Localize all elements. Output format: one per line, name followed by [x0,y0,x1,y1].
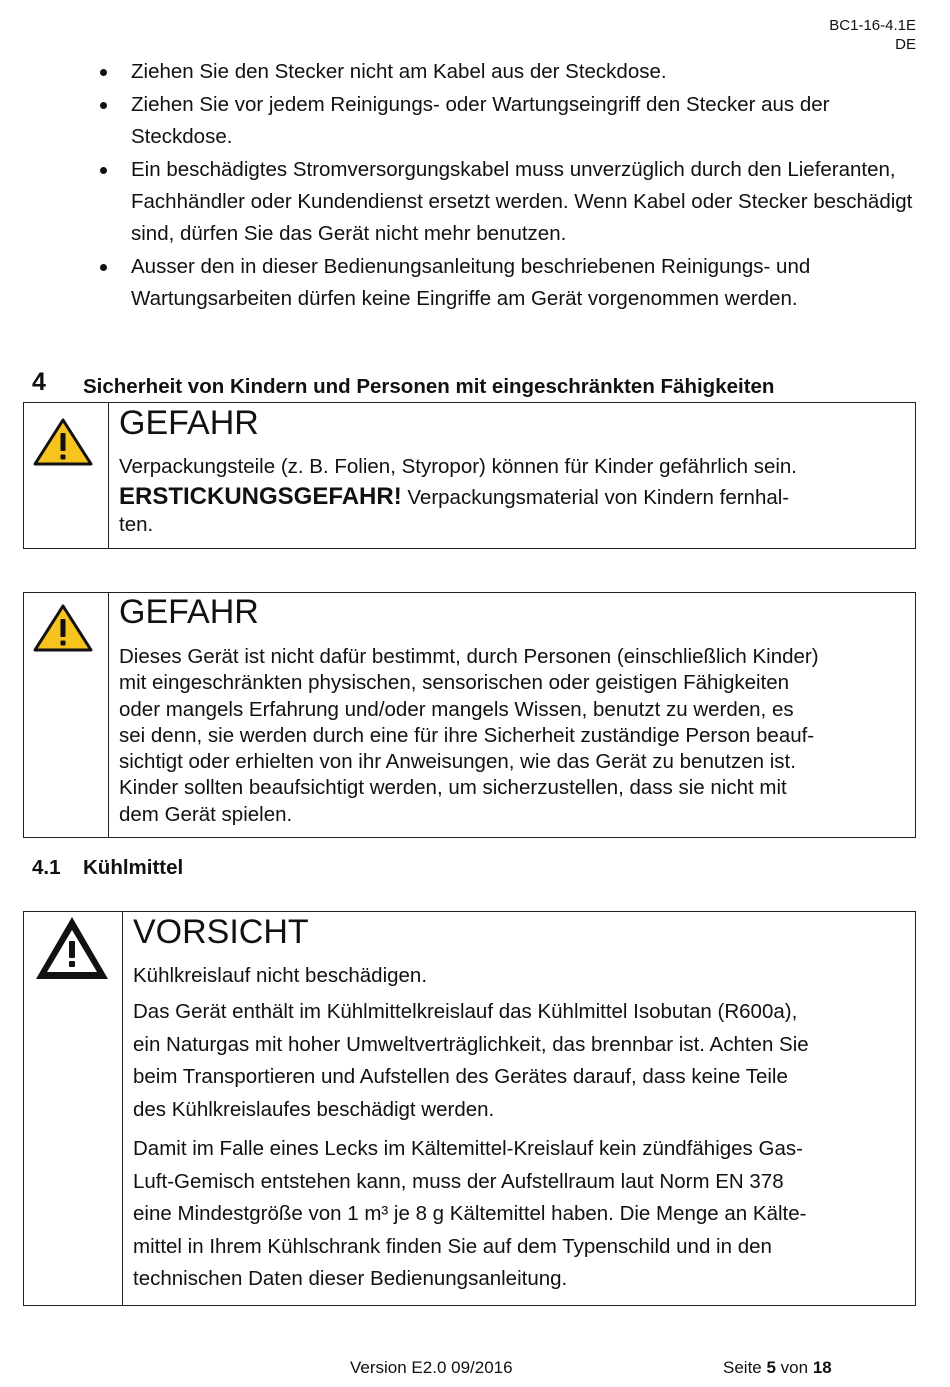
caution-intro: Kühlkreislauf nicht beschädigen. [133,964,428,987]
caution-box-coolant [23,911,916,1306]
subsection-number: 4.1 [32,856,61,879]
section-number: 4 [32,368,46,396]
danger-text: Verpackungsteile (z. B. Folien, Styropor) können für Kinder gefährlich sein. [119,455,797,478]
danger-box-persons [23,592,916,838]
signal-word: VORSICHT [133,913,309,951]
subsection-title: Kühlmittel [83,856,184,879]
footer-version: Version E2.0 09/2016 [350,1358,513,1377]
danger-text: Dieses Gerät ist nicht dafür bestimmt, durch Personen (einschließlich Kinder) mit eingeschränkten physischen, sensorischen oder geistigen Fähigkeiten oder mangels Erfahrung und/oder mangels Wissen, benutzt zu werden, es sei denn, sie werden durch eine für ihre Sicherheit zuständige Person beauf- sichtigt oder erhielten von ihr Anweisungen, wie das Gerät zu benutzen ist. Kinder sollten beaufsichtigt werden, um sicherzustellen, dass sie nicht mit dem Gerät spielen. [119,645,819,826]
danger-text: ERSTICKUNGSGEFAHR! Verpackungsmaterial von Kindern fernhal- [119,483,790,510]
bullet-icon [100,167,107,174]
bullet-icon [100,69,107,76]
safety-bullet-list [100,56,920,316]
caution-paragraph: Damit im Falle eines Lecks im Kältemittel-Kreislauf kein zündfähiges Gas- Luft-Gemisch entstehen kann, muss der Aufstellraum laut Norm EN 378 eine Mindestgröße von 1 m³ je 8 g Kältemittel haben. Die Menge an Kälte- mittel in Ihrem Kühlschrank finden Sie auf dem Typenschild und in den technischen Daten dieser Bedienungsanleitung. [133,1137,807,1290]
list-item: Ziehen Sie den Stecker nicht am Kabel aus der Steckdose. [100,56,920,88]
subsection-heading [32,856,184,880]
bullet-icon [100,102,107,109]
danger-text: ten. [119,513,154,536]
list-item: Ausser den in dieser Bedienungsanleitung beschriebenen Reinigungs- und Wartungsarbeiten dürfen keine Eingriffe am Gerät vorgenommen werden. [100,251,920,315]
warning-triangle-black-icon [34,915,110,981]
doc-language: DE [895,36,916,53]
document-code [829,16,916,54]
caution-paragraph: Das Gerät enthält im Kühlmittelkreislauf das Kühlmittel Isobutan (R600a), ein Naturgas mit hoher Umweltverträglichkeit, das brennbar ist. Achten Sie beim Transportieren und Aufstellen des Gerätes darauf, dass keine Teile des Kühlkreislaufes beschädigt werden. [133,1000,809,1121]
footer-page-number: Seite 5 von 18 [723,1358,832,1377]
signal-word: GEFAHR [119,593,259,631]
signal-word: GEFAHR [119,404,259,442]
doc-code: BC1-16-4.1E [829,17,916,34]
bullet-icon [100,264,107,271]
section-title: Sicherheit von Kindern und Personen mit eingeschränkten Fähigkeiten [83,375,775,398]
list-item: Ein beschädigtes Stromversorgungskabel muss unverzüglich durch den Lieferanten, Fachhändler oder Kundendienst ersetzt werden. Wenn Kabel oder Stecker beschädigt sind, dürfen Sie das Gerät nicht mehr benutzen. [100,154,920,250]
danger-box-packaging [23,402,916,549]
emphasis-text: ERSTICKUNGSGEFAHR! [119,483,402,510]
warning-triangle-yellow-icon [32,417,94,467]
list-item: Ziehen Sie vor jedem Reinigungs- oder Wartungseingriff den Stecker aus der Steckdose. [100,89,920,153]
warning-triangle-yellow-icon [32,603,94,653]
